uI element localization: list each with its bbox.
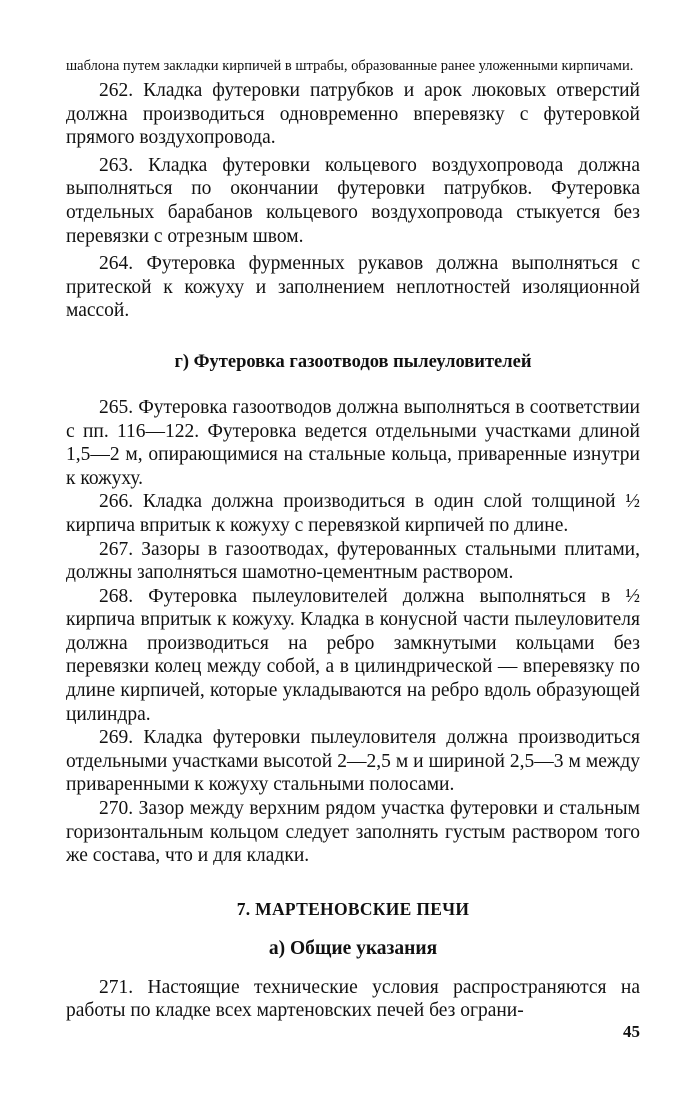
paragraph-262: 262. Кладка футеровки патрубков и арок люковых отверстий должна производиться одновременно вперевязку с футеровкой прямого воздухопровода. [66,80,640,149]
paragraph-269: 269. Кладка футеровки пылеуловителя должна производиться отдельными участками высотой 2—2,5 м и шириной 2,5—3 м между приваренными к кожуху стальными полосами. [66,727,640,796]
paragraph-266: 266. Кладка должна производиться в один слой толщиной ½ кирпича впритык к кожуху с перевязкой кирпичей по длине. [66,491,640,536]
paragraph-265: 265. Футеровка газоотводов должна выполняться в соответствии с пп. 116—122. Футеровка ведется отдельными участками длиной 1,5—2 м, опирающимися на стальные кольца, приваренные изнутри к кожуху. [66,396,640,489]
paragraph-264: 264. Футеровка фурменных рукавов должна выполняться с притеской к кожуху и заполнением неплотностей изоляционной массой. [66,253,640,322]
paragraph-263: 263. Кладка футеровки кольцевого воздухопровода должна выполняться по окончании футеровки патрубков. Футеровка отдельных барабанов кольцевого воздухопровода стыкуется без перевязки с отрезным швом. [66,154,640,247]
chapter-heading: 7. МАРТЕНОВСКИЕ ПЕЧИ [236,898,470,919]
paragraph-270: 270. Зазор между верхним рядом участка футеровки и стальным горизонтальным кольцом следует заполнять густым раствором того же состава, что и для кладки. [66,798,640,867]
section-heading-g: г) Футеровка газоотводов пылеуловителей [174,351,532,372]
paragraph-267: 267. Зазоры в газоотводах, футерованных стальными плитами, должны заполняться шамотно-цементным раствором. [66,538,640,584]
paragraph-268: 268. Футеровка пылеуловителей должна выполняться в ½ кирпича впритык к кожуху. Кладка в конусной части пылеуловителя должна производиться на ребро замкнутыми кольцами без перевязки колец между собой, а в цилиндрической — вперевязку по длине кирпичей, которые укладываются на ребро вдоль образующей цилиндра. [66,585,640,725]
document-page [66,58,640,1078]
continued-fragment: шаблона путем закладки кирпичей в штрабы, образованные ранее уложенными кирпичами. [66,58,634,74]
subsection-heading-a: а) Общие указания [268,937,438,959]
page-number: 45 [623,1022,640,1041]
paragraph-271: 271. Настоящие технические условия распространяются на работы по кладке всех мартеновских печей без ограни- [66,976,640,1022]
